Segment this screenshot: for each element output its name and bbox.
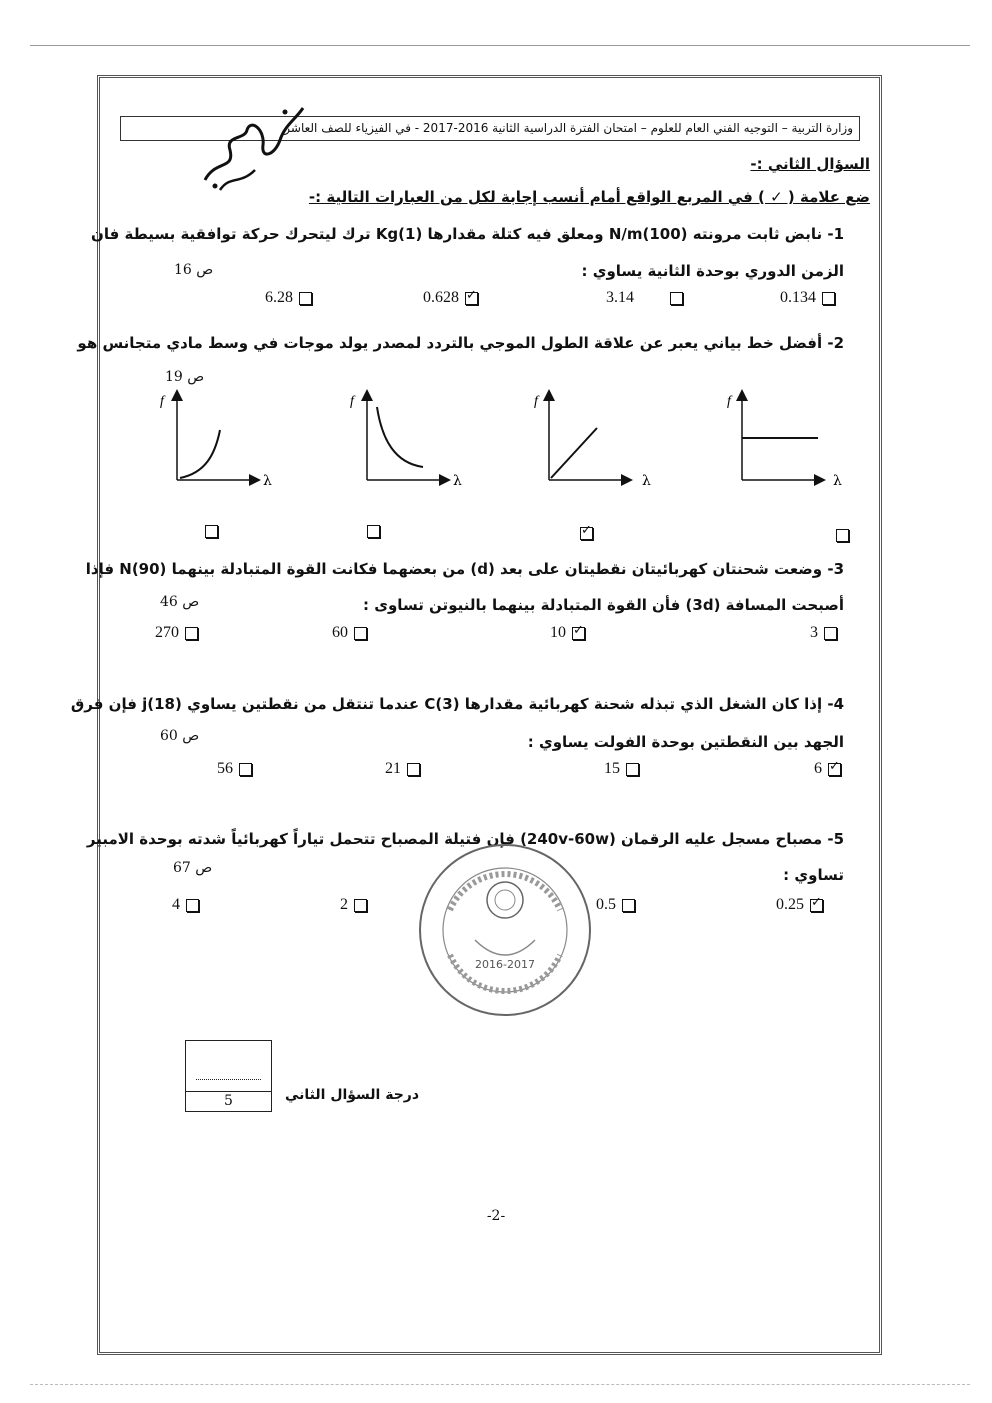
q4-checkbox-3[interactable] xyxy=(407,763,420,776)
q1-option-2[interactable]: 3.14 xyxy=(606,289,683,307)
exam-header-text: وزارة التربية – التوجيه الفني العام للعلوم – امتحان الفترة الدراسية الثانية 2016-2017 - في الفيزياء للصف العاشر xyxy=(284,121,853,135)
q2-line1: 2- أفضل خط بياني يعبر عن علاقة الطول الموجي بالتردد لمصدر يولد موجات في وسط مادي متجانس هو xyxy=(77,334,844,352)
graph4-x-label: λ xyxy=(833,473,842,489)
q1-option-3[interactable]: 0.628 ✓ xyxy=(423,289,478,307)
official-stamp xyxy=(415,840,595,1020)
q4-option-2[interactable]: 15 xyxy=(604,760,639,778)
q3-checkbox-4[interactable] xyxy=(185,627,198,640)
page-number: -2- xyxy=(486,1208,506,1224)
q4-line2: الجهد بين النقطتين بوحدة الفولت يساوي : xyxy=(527,733,844,751)
q2-checkbox-graph-4[interactable] xyxy=(836,529,849,542)
graph2-x-label: λ xyxy=(453,473,462,489)
q4-checkbox-1[interactable] xyxy=(828,763,841,776)
graph1-x-label: λ xyxy=(263,473,272,489)
q3-line1: 3- وضعت شحنتان كهربائيتان نقطيتان على بعد (d) من بعضهما فكانت القوة المتبادلة بينهما N(90) فإذا xyxy=(85,560,844,578)
q4-page-ref: ص 60 xyxy=(160,728,200,744)
graph2-y-label: f xyxy=(350,394,354,409)
score-label: درجة السؤال الثاني xyxy=(285,1087,420,1103)
q2-checkbox-graph-1[interactable] xyxy=(205,525,218,538)
q5-option-3[interactable]: 2 xyxy=(340,896,367,914)
q1-checkbox-4[interactable] xyxy=(299,292,312,305)
q4-option-4[interactable]: 56 xyxy=(217,760,252,778)
graph-increasing-curve xyxy=(150,385,270,495)
q5-checkbox-2[interactable] xyxy=(622,899,635,912)
q2-checkbox-graph-2[interactable] xyxy=(367,525,380,538)
q1-line2: الزمن الدوري بوحدة الثانية يساوي : xyxy=(581,262,844,280)
q5-option-4[interactable]: 4 xyxy=(172,896,199,914)
q3-option-1[interactable]: 3 xyxy=(810,624,837,642)
q4-option-3[interactable]: 21 xyxy=(385,760,420,778)
q5-option-2[interactable]: 0.5 xyxy=(596,896,635,914)
q3-checkbox-1[interactable] xyxy=(824,627,837,640)
q1-checkbox-1[interactable] xyxy=(822,292,835,305)
graph3-x-label: λ xyxy=(642,473,651,489)
q1-page-ref: ص 16 xyxy=(174,262,214,278)
bottom-rule xyxy=(30,1384,970,1385)
q4-checkbox-4[interactable] xyxy=(239,763,252,776)
q5-line1: 5- مصباح مسجل عليه الرقمان (240v-60w) فإن فتيلة المصباح تتحمل تياراً كهربائياً شدته بوحدة الامبير xyxy=(86,830,844,848)
graph4-y-label: f xyxy=(727,394,731,409)
q1-option-1[interactable]: 0.134 xyxy=(780,289,835,307)
top-rule xyxy=(30,45,970,46)
q1-checkbox-3[interactable] xyxy=(465,292,478,305)
q3-checkbox-2[interactable] xyxy=(572,627,585,640)
q2-page-ref: ص 19 xyxy=(165,369,205,385)
q5-checkbox-3[interactable] xyxy=(354,899,367,912)
q2-checkbox-graph-3[interactable] xyxy=(580,527,593,540)
graph3-y-label: f xyxy=(534,394,538,409)
handwritten-signature xyxy=(185,100,325,195)
q3-option-2[interactable]: 10 ✓ xyxy=(550,624,585,642)
stamp-year: 2016-2017 xyxy=(475,958,535,971)
score-divider xyxy=(186,1091,271,1092)
q5-line2: تساوي : xyxy=(783,866,844,884)
score-obtained-line xyxy=(196,1079,261,1080)
section-title: السؤال الثاني :- xyxy=(750,155,870,173)
q3-page-ref: ص 46 xyxy=(160,594,200,610)
instruction-text: ضع علامة ( ✓ ) في المربع الواقع أمام أنسب إجابة لكل من العبارات التالية :- xyxy=(308,188,870,206)
score-box xyxy=(185,1040,272,1112)
q4-option-1[interactable]: 6 ✓ xyxy=(814,760,841,778)
q4-line1: 4- إذا كان الشغل الذي تبذله شحنة كهربائية مقدارها C(3) عندما تنتقل من نقطتين يساوي j(18) فإن فرق xyxy=(70,695,844,713)
q3-line2: أصبحت المسافة (3d) فأن القوة المتبادلة بينهما بالنيوتن تساوى : xyxy=(363,596,844,614)
q4-checkbox-2[interactable] xyxy=(626,763,639,776)
q3-option-3[interactable]: 60 xyxy=(332,624,367,642)
q5-option-1[interactable]: 0.25 ✓ xyxy=(776,896,823,914)
graph-straight-line xyxy=(522,385,657,495)
q5-page-ref: ص 67 xyxy=(173,860,213,876)
graph-horizontal-line xyxy=(715,385,850,495)
q5-checkbox-4[interactable] xyxy=(186,899,199,912)
q1-line1: 1- نابض ثابت مرونته N/m(100) ومعلق فيه كتلة مقدارها Kg(1) ترك ليتحرك حركة توافقية بسيطة فان xyxy=(91,225,844,243)
graph1-y-label: f xyxy=(160,394,164,409)
graph-decreasing-curve xyxy=(340,385,470,495)
q3-checkbox-3[interactable] xyxy=(354,627,367,640)
q1-option-4[interactable]: 6.28 xyxy=(265,289,312,307)
q3-option-4[interactable]: 270 xyxy=(155,624,198,642)
q1-checkbox-2[interactable] xyxy=(670,292,683,305)
score-total: 5 xyxy=(224,1093,233,1109)
q5-checkbox-1[interactable] xyxy=(810,899,823,912)
